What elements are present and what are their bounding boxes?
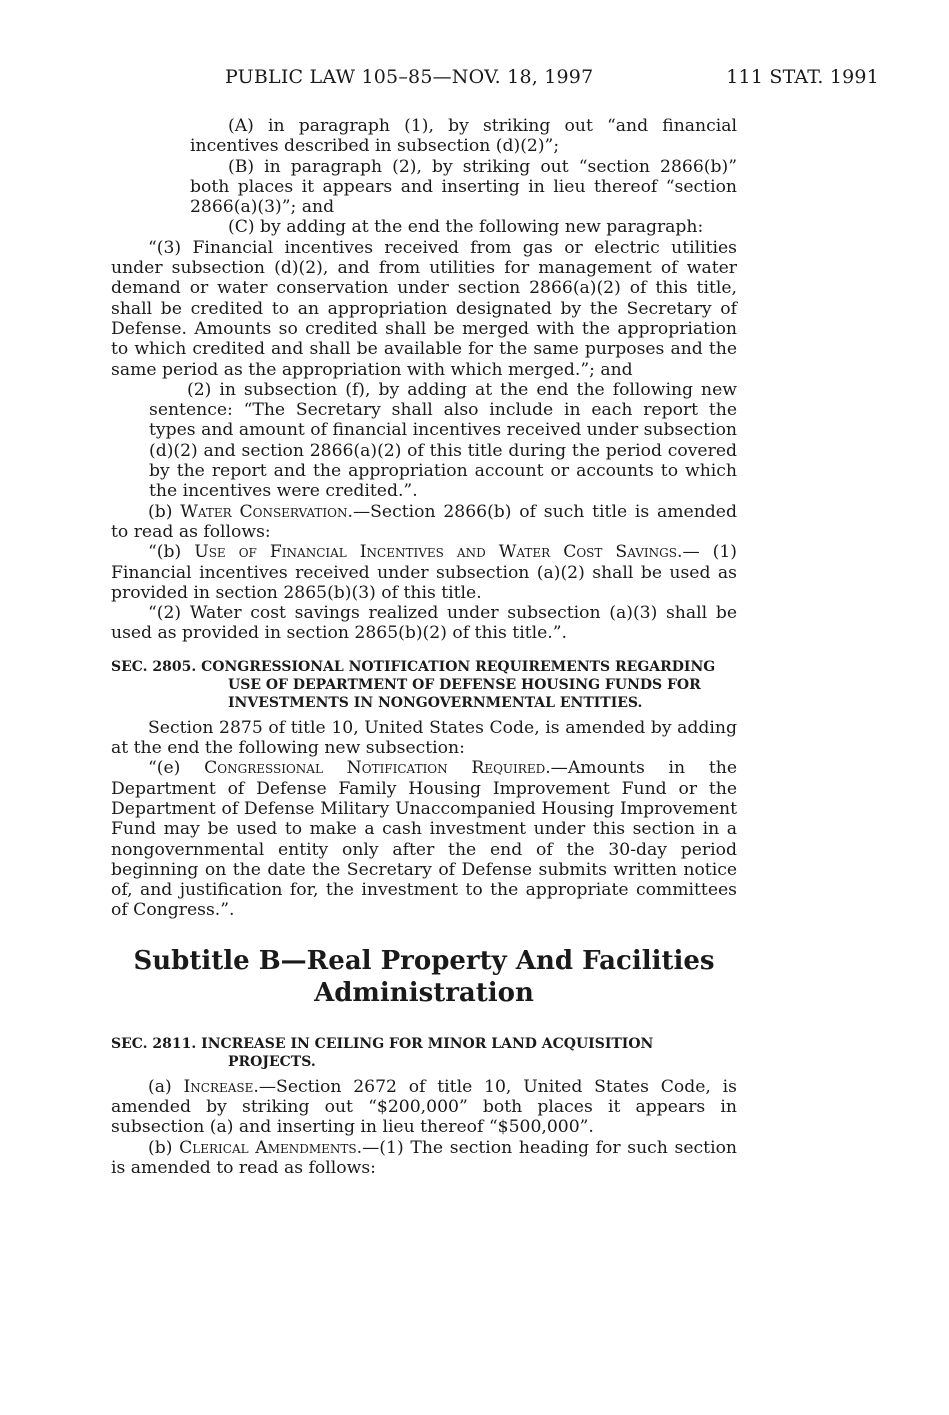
header-stat-page: 111 STAT. 1991 <box>726 66 879 88</box>
cl-text: .—(1) The section heading for such section is amended to read as follows: <box>111 1137 737 1178</box>
use-heading: Use of Financial Incentives and Water Cost Savings <box>194 542 677 563</box>
header-citation: PUBLIC LAW 105–85—NOV. 18, 1997 <box>225 66 594 88</box>
document-body <box>111 116 737 1178</box>
subtitle-heading: Subtitle B—Real Property And Facilities Administration <box>133 945 715 1008</box>
cl-label: (b) <box>148 1137 180 1158</box>
inc-heading: Increase <box>183 1076 254 1097</box>
inc-label: (a) <box>148 1076 184 1097</box>
paragraph-increase <box>111 1077 737 1138</box>
wc-heading: Water Conservation <box>180 501 348 522</box>
inc-text: .—Section 2672 of title 10, United States Code, is amended by striking out “$200,000” both places it appears in subsection (a) and inserting in lieu thereof “$500,000”. <box>111 1076 737 1138</box>
paragraph-water-conservation <box>111 502 737 543</box>
paragraph-congressional-notification <box>111 758 737 920</box>
paragraph-clerical-amendments <box>111 1138 737 1179</box>
wc-text: .—Section 2866(b) of such title is amended to read as follows: <box>111 501 737 542</box>
paragraph-use-of-incentives <box>111 542 737 603</box>
cn-heading: Congressional Notification Required <box>204 758 546 779</box>
paragraph-2: (2) in subsection (f), by adding at the end the following new sentence: “The Secretary shall also include in each report the types and amount of financial incentives received under subsection (d)(2) and section 2866(a)(2) of this title during the period covered by the report and the appropriation account or accounts to which the incentives were credited.”. <box>149 379 737 502</box>
paragraph-quoted-3: “(3) Financial incentives received from gas or electric utilities under subsection (d)(2), and from utilities for management of water demand or water conservation under section 2866(a)(2) of this title, shall be credited to an appropriation designated by the Secretary of Defense. Amounts so credited shall be merged with the appropriation to which credited and shall be available for the same purposes and the same period as the appropriation with which merged.”; and <box>111 237 737 380</box>
use-label: “(b) <box>148 542 195 563</box>
paragraph-section-2875: Section 2875 of title 10, United States Code, is amended by adding at the end the following new subsection: <box>111 717 737 759</box>
cn-text: .—Amounts in the Department of Defense Family Housing Improvement Fund or the Department of Defense Military Unaccompanied Housing Improvement Fund may be used to make a cash investment under this section in a nongovernmental entity only after the end of the 30-day period beginning on the date the Secretary of Defense submits written notice of, and justification for, the investment to the appropriate committees of Congress.”. <box>111 758 737 921</box>
cl-heading: Clerical Amendments <box>179 1137 357 1158</box>
cn-label: “(e) <box>148 758 205 779</box>
paragraph-water-savings-2: “(2) Water cost savings realized under subsection (a)(3) shall be used as provided in section 2865(b)(2) of this title.”. <box>111 603 737 644</box>
wc-label: (b) <box>148 501 181 522</box>
use-text: .— (1) Financial incentives received under subsection (a)(2) shall be used as provided in section 2865(b)(3) of this title. <box>111 542 737 603</box>
paragraph-c1: (C) by adding at the end the following new paragraph: <box>228 217 704 238</box>
section-2811-heading: SEC. 2811. INCREASE IN CEILING FOR MINOR LAND ACQUISITION PROJECTS. <box>111 1035 654 1070</box>
paragraph-b1: (B) in paragraph (2), by striking out “section 2866(b)” both places it appears and inserting in lieu thereof “section 2866(a)(3)”; and <box>190 156 737 218</box>
section-2805-heading: SEC. 2805. CONGRESSIONAL NOTIFICATION REQUIREMENTS REGARDING USE OF DEPARTMENT OF DEFENSE HOUSING FUNDS FOR INVESTMENTS IN NONGOVERNMENTAL ENTITIES. <box>111 658 716 711</box>
paragraph-a1: (A) in paragraph (1), by striking out “and financial incentives described in subsection (d)(2)”; <box>190 116 737 157</box>
